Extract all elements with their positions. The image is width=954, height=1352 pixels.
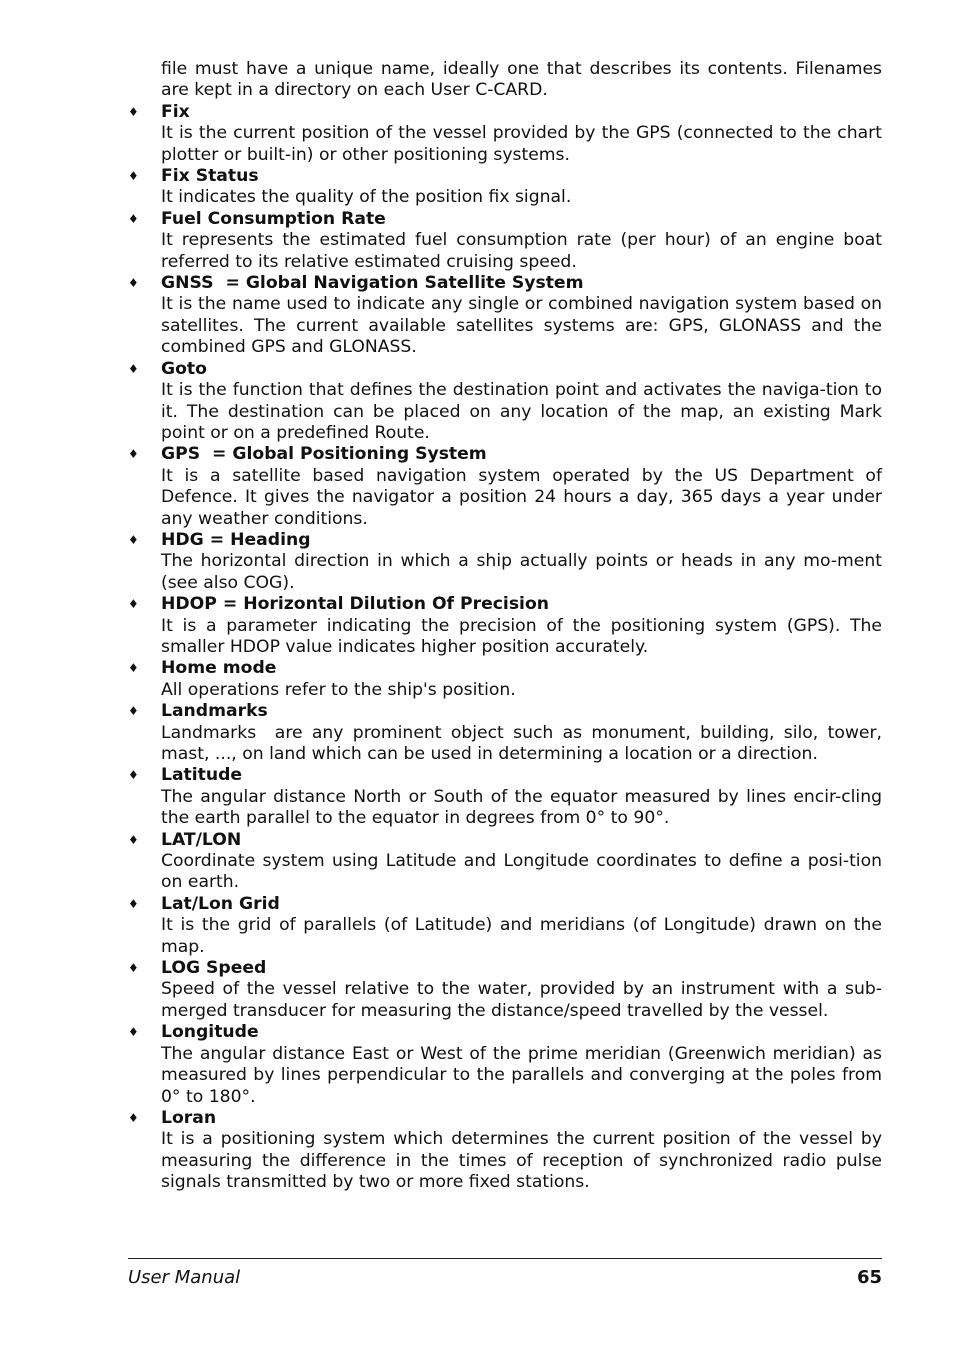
glossary-term: HDOP = Horizontal Dilution Of Precision xyxy=(161,594,549,615)
glossary-term: Landmarks xyxy=(161,701,268,722)
intro-paragraph: file must have a unique name, ideally one that describes its contents. Filenames are kept in a directory on each User C-CARD. xyxy=(161,59,882,101)
glossary-term: Longitude xyxy=(161,1022,259,1043)
footer-divider xyxy=(128,1258,882,1259)
glossary-entry xyxy=(128,765,888,829)
glossary-definition: It is the current position of the vessel provided by the GPS (connected to the chart plotter or built-in) or other positioning systems. xyxy=(161,123,888,165)
glossary-entry xyxy=(128,358,888,445)
diamond-bullet-icon: ♦ xyxy=(128,961,139,976)
glossary-definition: It is a parameter indicating the precision of the positioning system (GPS). The smaller HDOP value indicates higher position accurately. xyxy=(161,615,888,657)
glossary-entry xyxy=(128,208,888,273)
diamond-bullet-icon: ♦ xyxy=(128,704,139,719)
glossary-definition: The angular distance East or West of the prime meridian (Greenwich meridian) as measured by lines perpendicular to the parallels and converging at the poles from 0° to 180°. xyxy=(161,1043,893,1107)
glossary-entry xyxy=(128,701,888,765)
glossary-entry xyxy=(128,594,888,658)
glossary-entry xyxy=(128,166,882,209)
glossary-entry xyxy=(128,529,888,594)
glossary-definition: It is a satellite based navigation system operated by the US Department of Defence. It gives the navigator a position 24 hours a day, 365 days a year under any weather conditions. xyxy=(161,465,888,529)
diamond-bullet-icon: ♦ xyxy=(128,169,139,184)
glossary-term: Loran xyxy=(161,1107,217,1128)
glossary-entry xyxy=(128,893,888,958)
glossary-definition: It is the function that defines the destination point and activates the naviga-tion to it. The destination can be placed on any location of the map, an existing Mark point or on a predefined Route. xyxy=(161,380,888,443)
page-number: 65 xyxy=(856,1267,882,1288)
footer-title: User Manual xyxy=(128,1267,241,1288)
diamond-bullet-icon: ♦ xyxy=(128,832,139,847)
glossary-definition: It indicates the quality of the position fix signal. xyxy=(161,187,572,208)
glossary-term: Latitude xyxy=(161,765,243,786)
glossary-definition: It represents the estimated fuel consumption rate (per hour) of an engine boat referred to its relative estimated cruising speed. xyxy=(161,230,888,272)
glossary-term: LOG Speed xyxy=(161,958,267,979)
glossary-entry xyxy=(128,1107,888,1194)
glossary-content xyxy=(128,59,893,1194)
diamond-bullet-icon: ♦ xyxy=(128,597,139,612)
glossary-entry xyxy=(128,101,888,166)
diamond-bullet-icon: ♦ xyxy=(128,211,139,226)
diamond-bullet-icon: ♦ xyxy=(128,361,139,376)
diamond-bullet-icon: ♦ xyxy=(128,1110,139,1125)
glossary-definition: It is a positioning system which determines the current position of the vessel by measuring the difference in the times of reception of synchronized radio pulse signals transmitted by two or more fixed stations. xyxy=(161,1129,888,1193)
diamond-bullet-icon: ♦ xyxy=(128,661,139,676)
glossary-definition: The angular distance North or South of the equator measured by lines encir-cling the earth parallel to the equator in degrees from 0° to 90°. xyxy=(161,786,888,829)
diamond-bullet-icon: ♦ xyxy=(128,1025,139,1040)
glossary-definition: Speed of the vessel relative to the water, provided by an instrument with a sub-merged transducer for measuring the distance/speed travelled by the vessel. xyxy=(161,979,882,1021)
diamond-bullet-icon: ♦ xyxy=(128,768,139,783)
glossary-term: Fix xyxy=(161,101,190,122)
glossary-entry xyxy=(128,444,888,530)
glossary-term: Fuel Consumption Rate xyxy=(161,208,386,229)
glossary-term: Lat/Lon Grid xyxy=(161,893,280,914)
glossary-term: GPS = Global Positioning System xyxy=(161,444,487,465)
glossary-term: Home mode xyxy=(161,658,277,679)
glossary-definition: Landmarks are any prominent object such as monument, building, silo, tower, mast, ..., on land which can be used in determining a location or a direction. xyxy=(161,722,888,764)
glossary-term: HDG = Heading xyxy=(161,529,311,550)
diamond-bullet-icon: ♦ xyxy=(128,447,139,462)
glossary-entry xyxy=(128,1022,893,1108)
glossary-definition: Coordinate system using Latitude and Longitude coordinates to define a posi-tion on earth. xyxy=(161,851,888,893)
glossary-entry xyxy=(128,273,888,359)
glossary-entry xyxy=(128,829,888,894)
glossary-entry xyxy=(128,658,882,701)
glossary-definition: It is the name used to indicate any single or combined navigation system based on satellites. The current available satellites systems are: GPS, GLONASS and the combined GPS and GLONASS. xyxy=(161,294,888,358)
diamond-bullet-icon: ♦ xyxy=(128,104,139,119)
diamond-bullet-icon: ♦ xyxy=(128,276,139,291)
glossary-definition: It is the grid of parallels (of Latitude) and meridians (of Longitude) drawn on the map. xyxy=(161,915,888,957)
diamond-bullet-icon: ♦ xyxy=(128,896,139,911)
glossary-list xyxy=(128,101,893,1194)
glossary-definition: The horizontal direction in which a ship actually points or heads in any mo-ment (see also COG). xyxy=(161,551,888,593)
glossary-term: LAT/LON xyxy=(161,829,242,850)
glossary-term: Goto xyxy=(161,358,207,379)
diamond-bullet-icon: ♦ xyxy=(128,532,139,547)
glossary-term: Fix Status xyxy=(161,166,259,187)
glossary-term: GNSS = Global Navigation Satellite System xyxy=(161,273,584,294)
glossary-entry xyxy=(128,958,882,1022)
glossary-definition: All operations refer to the ship's position. xyxy=(161,679,516,700)
